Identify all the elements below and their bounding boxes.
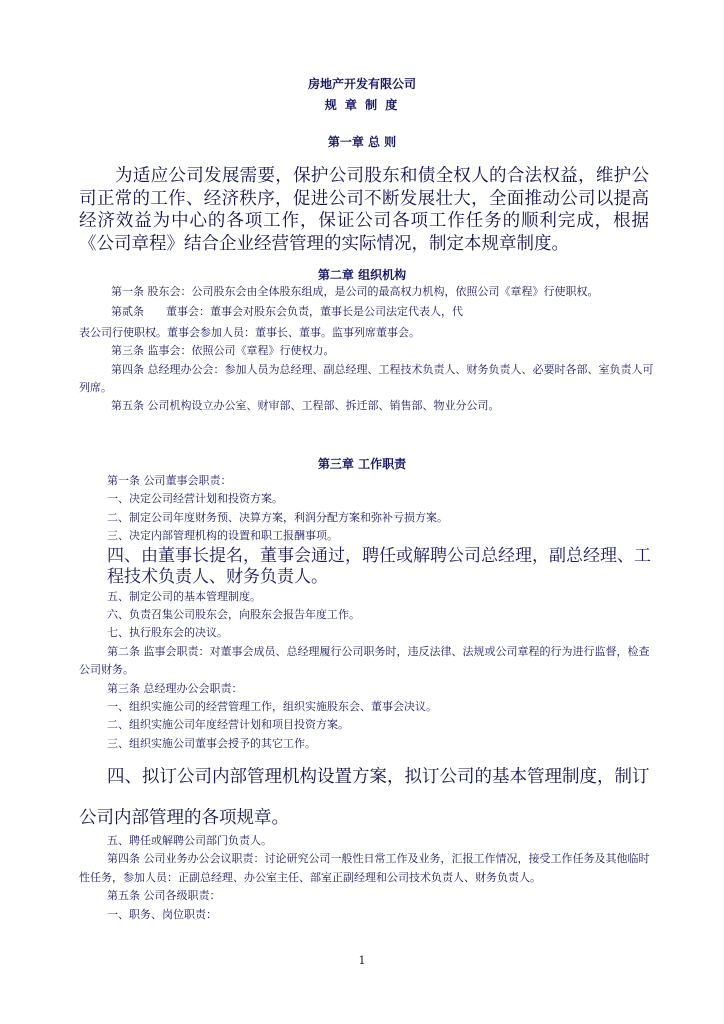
chapter-2-body: [79, 283, 659, 416]
chapter-1-text: 为适应公司发展需要，保护公司股东和债全权人的合法权益，维护公司正常的工作、经济秩序，促进公司不断发展壮大，全面推动公司以提高经济效益为中心的各项工作，保证公司各项工作任务的顺利完成，根据《公司章程》结合企业经营管理的实际情况，制定本规章制度。: [79, 166, 649, 254]
page-number: 1: [358, 954, 366, 967]
chapter-1-heading: 第一章 总 则: [327, 135, 397, 149]
chapter-3-item: 七、执行股东会的决议。: [107, 626, 228, 640]
chapter-3-item: 第三条 总经理办公会职责：: [107, 681, 243, 695]
chapter-3-large-item: 四、由董事长提名，董事会通过，聘任或解聘公司总经理，副总经理、工程技术负责人、财务负责人。: [107, 545, 651, 587]
company-name: 房地产开发有限公司: [307, 77, 416, 91]
chapter-3-item: 一、组织实施公司的经营管理工作，组织实施股东会、董事会决议。: [107, 700, 437, 714]
chapter-3-item: 第四条 公司业务办公会议职责：讨论研究公司一般性日常工作及业务，汇报工作情况，接受工作任务及其他临时性任务，参加人员：正副总经理、办公室主任、部室正副经理和公司技术负责人、财务负责人。: [79, 852, 650, 884]
chapter-2-item: 第三条 监事会：依照公司《章程》行使权力。: [111, 344, 335, 358]
chapter-3-item: 第一条 公司董事会职责：: [107, 474, 232, 487]
chapter-3-item: 三、决定内部管理机构的设置和职工报酬事项。: [107, 529, 338, 543]
chapter-2-item: 第贰条 董事会：董事会对股东会负责，董事长是公司法定代表人，代: [111, 305, 463, 319]
document-title: 规 章 制 度: [324, 98, 400, 112]
chapter-3-heading: 第三章 工作职责: [317, 457, 407, 471]
chapter-3-item: 五、制定公司的基本管理制度。: [107, 589, 261, 603]
chapter-3-body-a: [79, 472, 659, 753]
large-line-1: 四、拟订公司内部管理机构设置方案，拟订公司的基本管理制度，制订: [107, 767, 650, 787]
chapter-3-item: 五、聘任或解聘公司部门负责人。: [107, 834, 272, 847]
large-line-2: 公司内部管理的各项规章。: [79, 808, 289, 828]
chapter-3-item: 一、决定公司经营计划和投资方案。: [107, 492, 283, 506]
chapter-3-large-paragraph: [79, 763, 659, 829]
chapter-2-item: 表公司行使职权。董事会参加人员：董事长、董事。监事列席董事会。: [79, 325, 420, 339]
chapter-2-heading: 第二章 组织机构: [317, 268, 407, 282]
chapter-3-body-c: [79, 832, 659, 924]
chapter-3-item: 第五条 公司各级职责：: [107, 889, 221, 903]
chapter-3-item: 二、组织实施公司年度经营计划和项目投资方案。: [107, 718, 349, 732]
chapter-3-item: 一、职务、岗位职责：: [107, 907, 217, 921]
chapter-2-item: 第一条 股东会：公司股东会由全体股东组成，是公司的最高权力机构，依照公司《章程》行使职权。: [111, 285, 599, 298]
chapter-2-item: 第四条 总经理办公会：参加人员为总经理、副总经理、工程技术负责人、财务负责人、必要时各部、室负责人可列席。: [79, 362, 654, 395]
chapter-3-item: 二、制定公司年度财务预、决算方案，利润分配方案和弥补亏损方案。: [107, 510, 448, 524]
chapter-3-item: 三、组织实施公司董事会授予的其它工作。: [107, 736, 316, 750]
chapter-3-item: 第二条 监事会职责：对董事会成员、总经理履行公司职务时，违反法律、法规或公司章程的行为进行监督，检查公司财务。: [79, 644, 650, 677]
chapter-3-item: 六、负责召集公司股东会，向股东会报告年度工作。: [107, 608, 360, 622]
chapter-1-paragraph: [79, 165, 649, 255]
chapter-2-item: 第五条 公司机构设立办公室、财审部、工程部、拆迁部、销售部、物业分公司。: [111, 399, 500, 413]
